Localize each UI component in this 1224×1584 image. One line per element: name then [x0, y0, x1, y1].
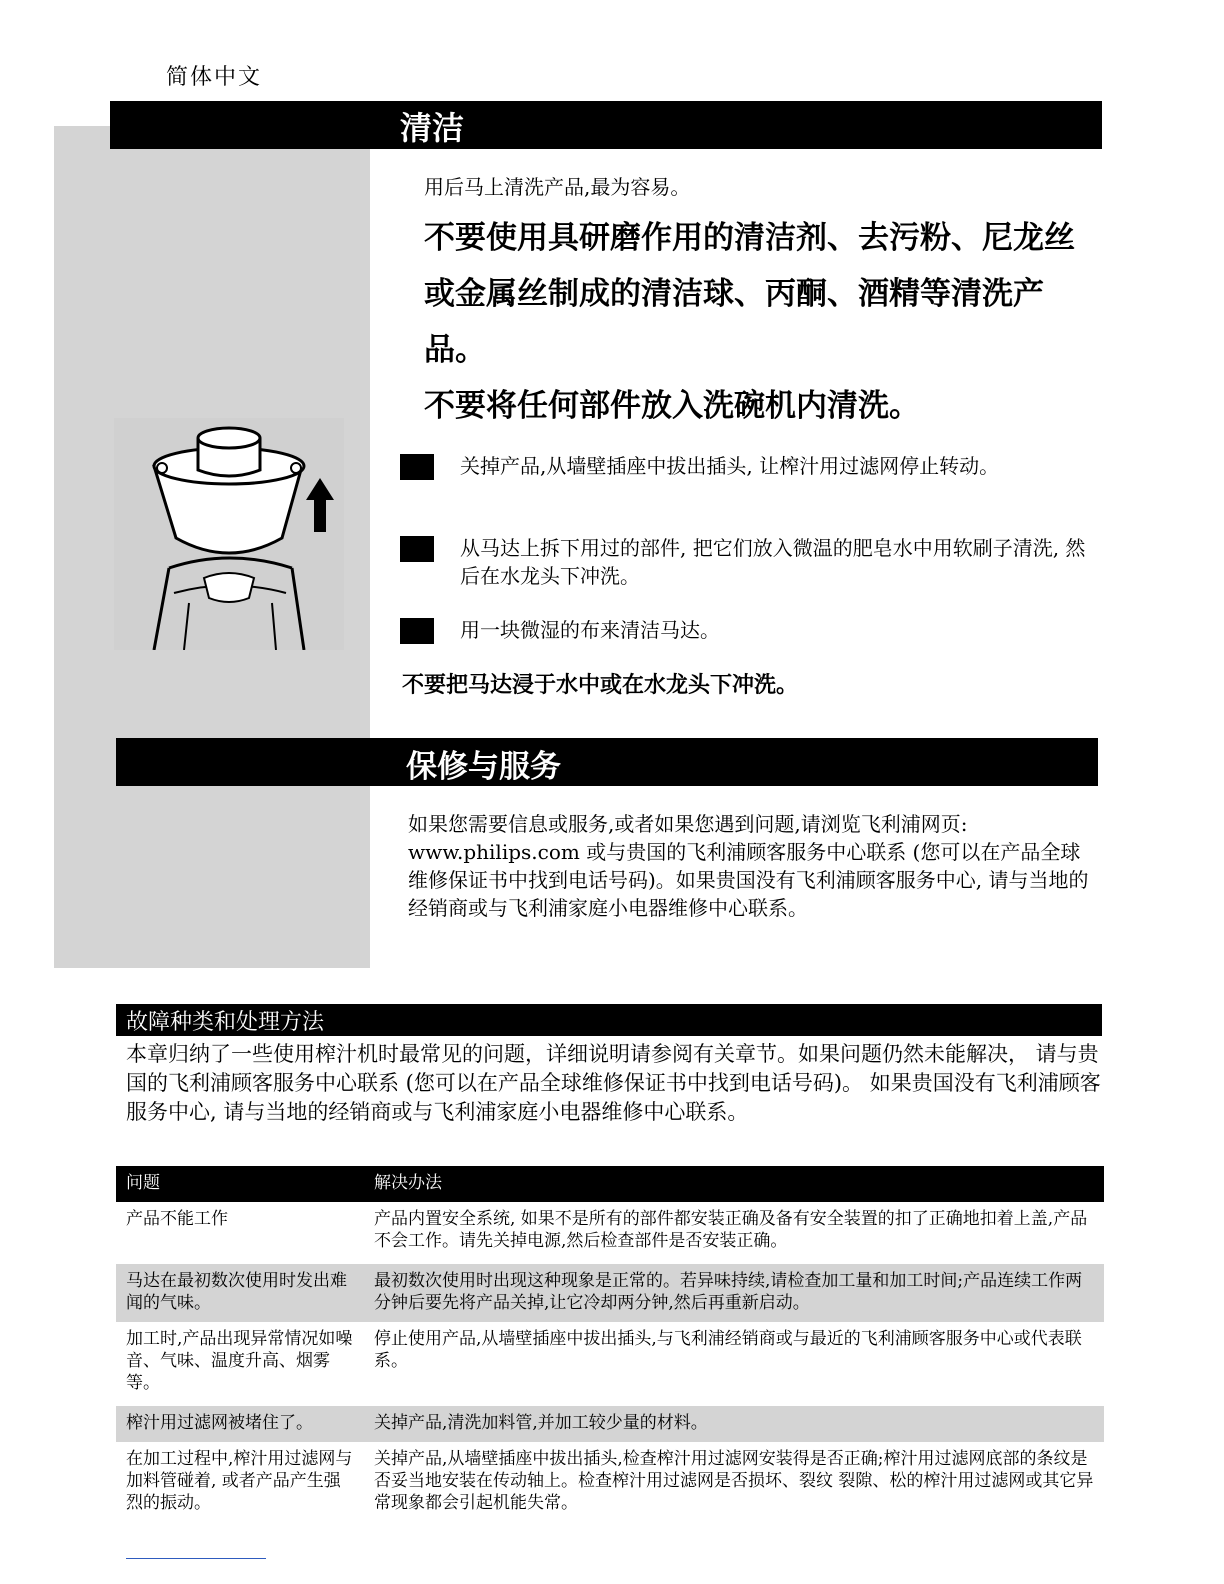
table-header: [116, 1166, 1104, 1202]
problem-cell: 在加工过程中,榨汁用过滤网与加料管碰着, 或者产品产生强烈的振动。: [126, 1449, 353, 1513]
step-1: [400, 452, 1100, 512]
section-title: 故障种类和处理方法: [126, 1010, 325, 1035]
step-marker-icon: [400, 618, 434, 644]
solution-cell: 关掉产品,清洗加料管,并加工较少量的材料。: [374, 1413, 708, 1433]
troubleshooting-intro: 本章归纳了一些使用榨汁机时最常见的问题，详细说明请参阅有关章节。如果问题仍然未能解决， 请与贵国的飞利浦顾客服务中心联系 (您可以在产品全球维修保证书中找到电话号码)。 如果贵国没有飞利浦顾客服务中心, 请与当地的经销商或与飞利浦家庭小电器维修中心联系。: [126, 1042, 1101, 1124]
troubleshooting-table: [116, 1166, 1104, 1526]
table-row: [116, 1322, 1104, 1406]
step-text: 从马达上拆下用过的部件, 把它们放入微温的肥皂水中用软刷子清洗, 然后在水龙头下冲洗。: [460, 536, 1086, 588]
section-header-service: [116, 738, 1098, 786]
column-header-solution: 解决办法: [374, 1173, 442, 1193]
service-text: 如果您需要信息或服务,或者如果您遇到问题,请浏览飞利浦网页: www.philips.com 或与贵国的飞利浦顾客服务中心联系 (您可以在产品全球维修保证书中找到电话号码)。如果贵国没有飞利浦顾客服务中心, 请与当地的经销商或与飞利浦家庭小电器维修中心联系。: [408, 812, 1089, 920]
section-title: 保修与服务: [406, 749, 561, 785]
solution-cell: 最初数次使用时出现这种现象是正常的。若异味持续,请检查加工量和加工时间;产品连续工作两分钟后要先将产品关掉,让它冷却两分钟,然后再重新启动。: [374, 1271, 1083, 1313]
solution-cell: 停止使用产品,从墙壁插座中拔出插头,与飞利浦经销商或与最近的飞利浦顾客服务中心或代表联系。: [374, 1329, 1082, 1371]
solution-cell: 产品内置安全系统, 如果不是所有的部件都安装正确及备有安全装置的扣了正确地扣着上盖,产品不会工作。请先关掉电源,然后检查部件是否安装正确。: [374, 1209, 1088, 1251]
section-header-troubleshooting: [116, 1004, 1102, 1036]
step-text: 关掉产品,从墙壁插座中拔出插头, 让榨汁用过滤网停止转动。: [460, 454, 1000, 478]
warning-dishwasher: 不要将任何部件放入洗碗机内清洗。: [424, 388, 920, 424]
warning-abrasive: 不要使用具研磨作用的清洁剂、去污粉、尼龙丝或金属丝制成的清洁球、丙酮、酒精等清洗产品。: [424, 220, 1075, 368]
table-row: [116, 1442, 1104, 1526]
step-3: [400, 616, 1100, 648]
table-row: [116, 1202, 1104, 1264]
problem-cell: 榨汁用过滤网被堵住了。: [126, 1413, 313, 1433]
column-header-problem: 问题: [126, 1173, 160, 1193]
juicer-illustration: [114, 418, 344, 650]
table-row: [116, 1406, 1104, 1442]
step-text: 用一块微湿的布来清洁马达。: [460, 618, 720, 642]
footer-rule: [126, 1558, 266, 1559]
step-marker-icon: [400, 536, 434, 562]
section-header-cleaning: [110, 101, 1102, 149]
solution-cell: 关掉产品,从墙壁插座中拔出插头,检查榨汁用过滤网安装得是否正确;榨汁用过滤网底部的条纹是否妥当地安装在传动轴上。检查榨汁用过滤网是否损坏、裂纹 裂隙、松的榨汁用过滤网或其它异常现象都会引起机能失常。: [374, 1449, 1094, 1513]
step-2: [400, 534, 1100, 594]
problem-cell: 产品不能工作: [126, 1209, 228, 1229]
section-title: 清洁: [400, 109, 465, 147]
motor-warning: 不要把马达浸于水中或在水龙头下冲洗。: [402, 673, 799, 698]
problem-cell: 马达在最初数次使用时发出难闻的气味。: [126, 1271, 347, 1313]
cleaning-intro: 用后马上清洗产品,最为容易。: [424, 175, 691, 199]
language-label: 简体中文: [166, 65, 263, 90]
problem-cell: 加工时,产品出现异常情况如噪音、气味、温度升高、烟雾等。: [126, 1329, 353, 1393]
table-row: [116, 1264, 1104, 1322]
step-marker-icon: [400, 454, 434, 480]
